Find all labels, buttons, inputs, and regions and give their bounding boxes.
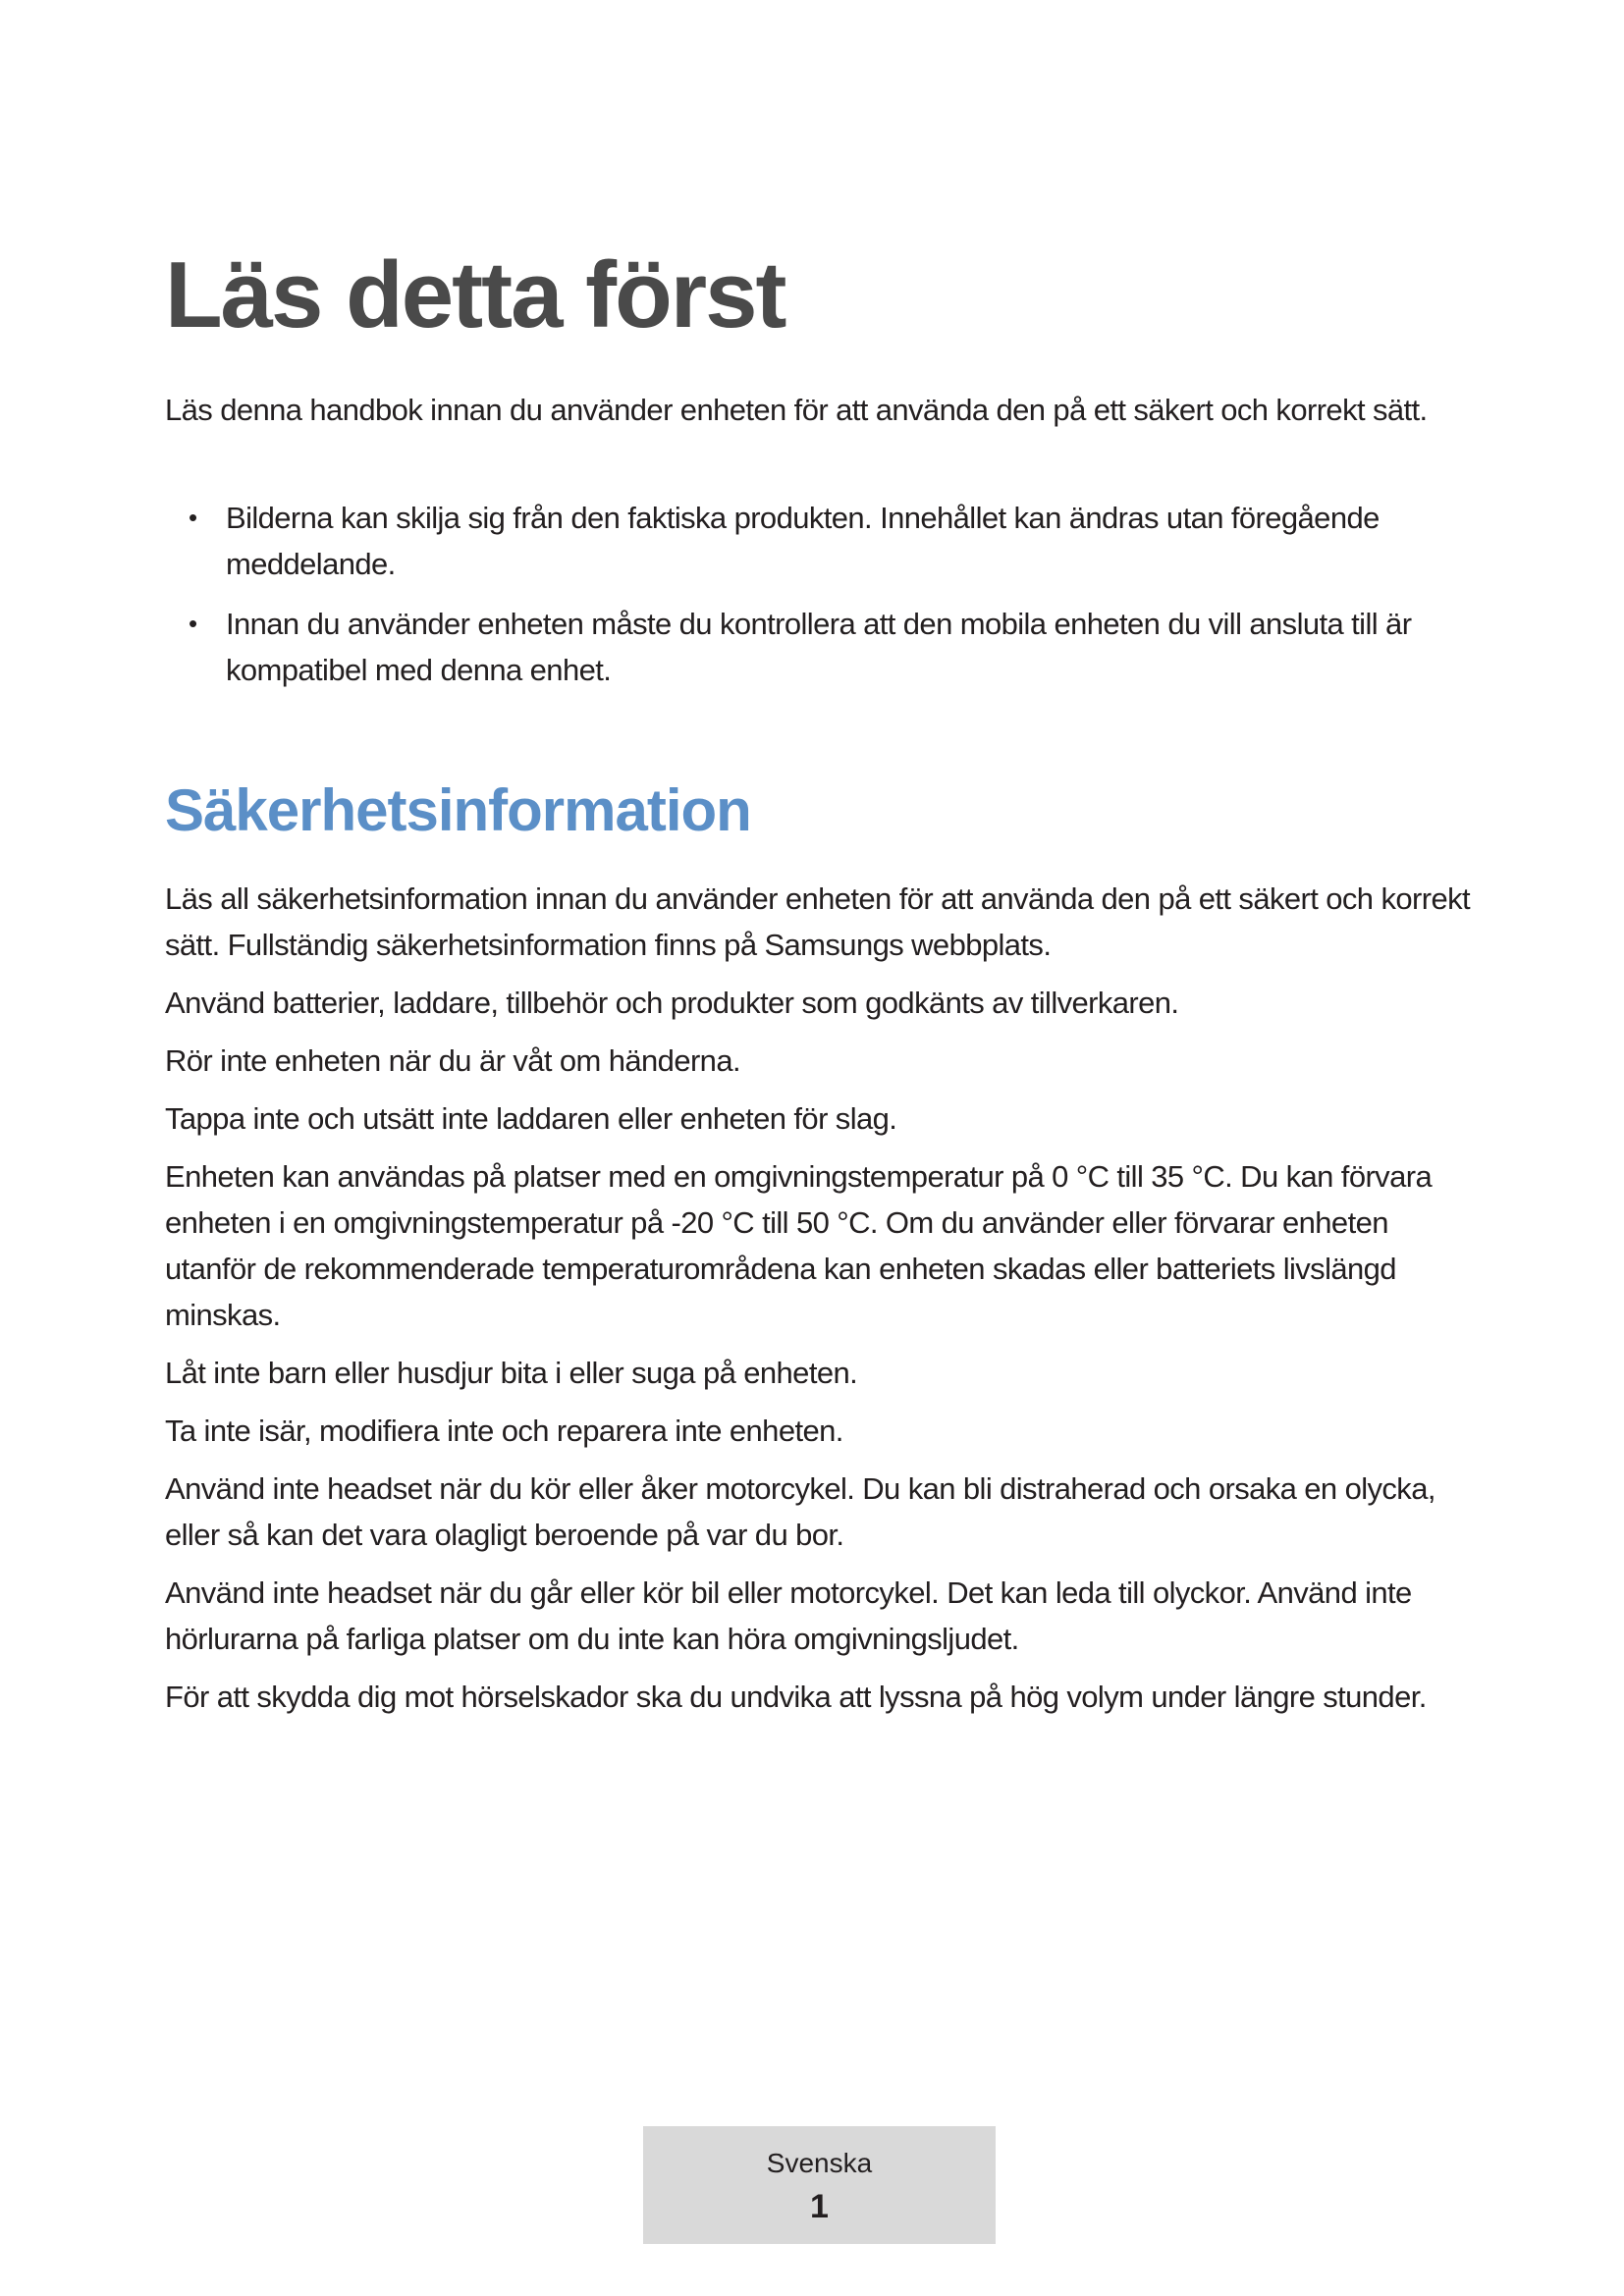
bullet-icon: • <box>189 503 197 532</box>
footer-page-number: 1 <box>810 2188 829 2225</box>
intro-paragraph: Läs denna handbok innan du använder enheten för att använda den på ett säkert och korrekt sätt. <box>165 393 1428 427</box>
page-title: Läs detta först <box>165 242 785 347</box>
bullet-text: Innan du använder enheten måste du kontrollera att den mobila enheten du vill ansluta till är kompatibel med denna enhet. <box>226 607 1412 687</box>
safety-paragraph: Enheten kan användas på platser med en omgivningstemperatur på 0 °C till 35 °C. Du kan förvara enheten i en omgivningstemperatur på -20 °C till 50 °C. Om du använder eller förvarar enheten utanför de rekommenderade temperaturområdena kan enheten skadas eller batteriets livslängd minskas. <box>165 1159 1433 1332</box>
safety-paragraph: Läs all säkerhetsinformation innan du använder enheten för att använda den på ett säkert och korrekt sätt. Fullständig säkerhetsinformation finns på Samsungs webbplats. <box>165 881 1470 962</box>
safety-paragraph: Ta inte isär, modifiera inte och reparera inte enheten. <box>165 1414 843 1448</box>
safety-paragraph: Låt inte barn eller husdjur bita i eller suga på enheten. <box>165 1356 858 1390</box>
safety-paragraph: Använd batterier, laddare, tillbehör och produkter som godkänts av tillverkaren. <box>165 986 1179 1020</box>
bullet-icon: • <box>189 609 197 638</box>
bullet-item-images <box>165 495 1481 587</box>
footer-language: Svenska <box>766 2148 873 2178</box>
safety-paragraph: Rör inte enheten när du är våt om händerna. <box>165 1043 740 1078</box>
safety-paragraph: Använd inte headset när du kör eller åker motorcykel. Du kan bli distraherad och orsaka en olycka, eller så kan det vara olagligt beroende på var du bor. <box>165 1471 1435 1552</box>
bullet-item-compatibility <box>165 601 1481 693</box>
section-title-safety: Säkerhetsinformation <box>165 777 751 843</box>
safety-paragraph: Tappa inte och utsätt inte laddaren eller enheten för slag. <box>165 1101 897 1136</box>
safety-section <box>165 876 1481 1732</box>
safety-paragraph: För att skydda dig mot hörselskador ska du undvika att lyssna på hög volym under längre stunder. <box>165 1680 1427 1714</box>
safety-paragraph: Använd inte headset när du går eller kör bil eller motorcykel. Det kan leda till olyckor. Använd inte hörlurarna på farliga platser om du inte kan höra omgivningsljudet. <box>165 1575 1412 1656</box>
notice-bullet-list <box>165 495 1481 707</box>
bullet-text: Bilderna kan skilja sig från den faktiska produkten. Innehållet kan ändras utan föregående meddelande. <box>226 501 1380 581</box>
page-footer <box>643 2126 996 2244</box>
